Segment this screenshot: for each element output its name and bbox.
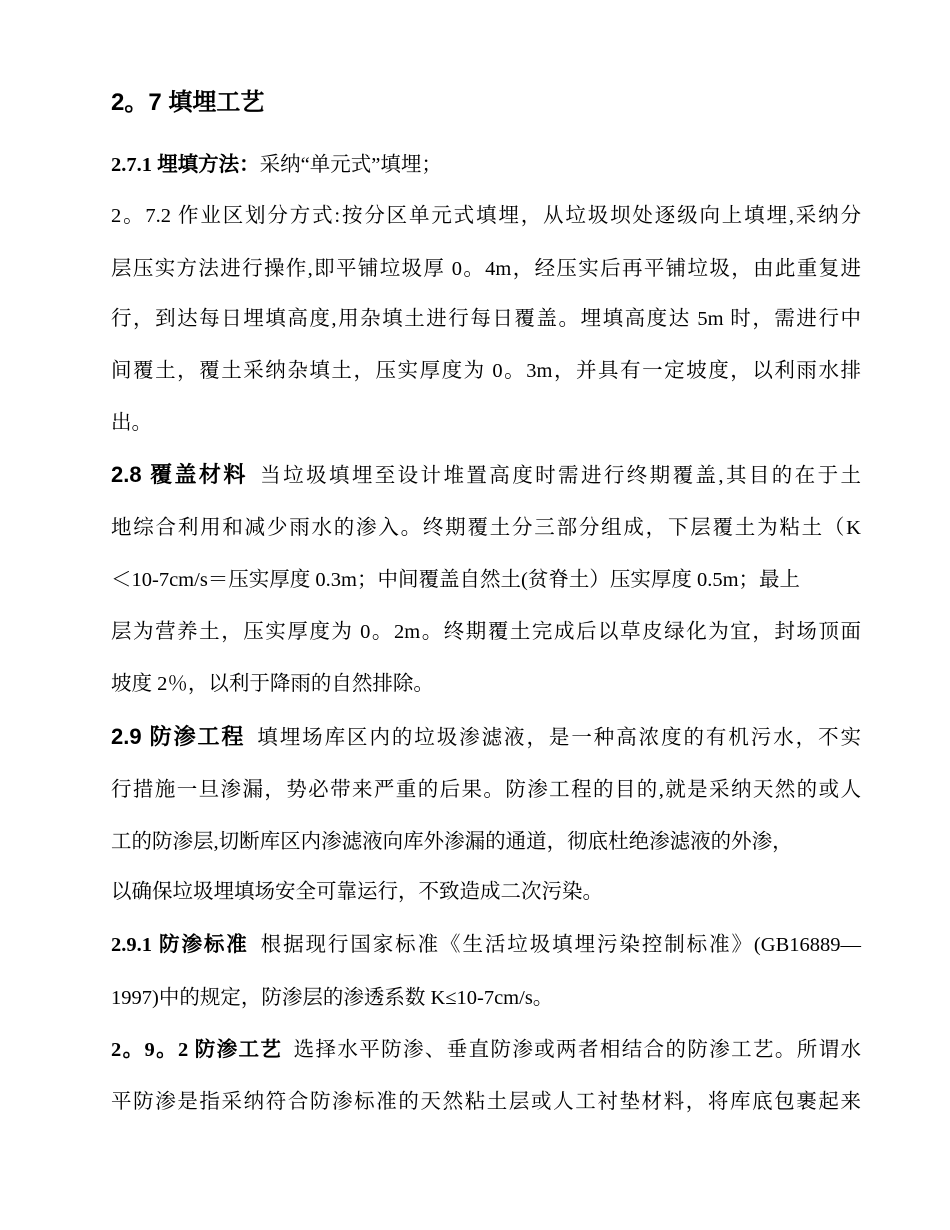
section-2-9-1-line: 根据现行国家标准《生活垃圾填埋污染控制标准》(GB16889— (258, 934, 861, 956)
section-2-9-2-line: 平防渗是指采纳符合防渗标准的天然粘土层或人工衬垫材料，将库底包裹起来 (111, 1091, 861, 1113)
section-2-8-line: 坡度 2％，以利于降雨的自然排除。 (111, 673, 434, 695)
section-2-7-1-text: 采纳“单元式”填埋； (259, 154, 442, 176)
section-2-9-1-label: 2.9.1 防渗标准 (111, 934, 249, 956)
section-2-9-1-first-line (111, 932, 861, 958)
section-2-9-1-line: 1997)中的规定，防渗层的渗透系数 K≤10-7cm/s。 (111, 987, 554, 1009)
section-2-7-title: 2。7 填埋工艺 (111, 89, 265, 116)
section-2-8-line: 层为营养土，压实厚度为 0。2m。终期覆土完成后以草皮绿化为宜，封场顶面 (111, 621, 861, 643)
section-2-7-1-paragraph (111, 152, 861, 178)
section-2-9-2-line: 选择水平防渗、垂直防渗或两者相结合的防渗工艺。所谓水 (292, 1039, 861, 1061)
section-2-9-line: 填埋场库区内的垃圾渗滤液，是一种高浓度的有机污水，不实 (255, 727, 861, 749)
section-2-8-title: 2.8 覆盖材料 (111, 462, 248, 487)
section-2-7-2-line: 出。 (111, 412, 152, 434)
section-2-9-line: 行措施一旦渗漏，势必带来严重的后果。防渗工程的目的,就是采纳天然的或人 (111, 779, 861, 801)
section-2-8-line: 当垃圾填埋至设计堆置高度时需进行终期覆盖,其目的在于土 (257, 465, 862, 487)
section-2-9-2-first-line (111, 1037, 861, 1063)
section-2-8-line: ＜10-7cm/s＝压实厚度 0.3m；中间覆盖自然土(贫脊土）压实厚度 0.5m；最上 (111, 569, 801, 591)
section-2-9-title: 2.9 防渗工程 (111, 724, 246, 749)
section-2-7-2-line: 层压实方法进行操作,即平铺垃圾厚 0。4m，经压实后再平铺垃圾，由此重复进 (111, 258, 861, 280)
section-2-7-heading (111, 90, 861, 116)
section-2-7-2-line: 行，到达每日埋填高度,用杂填土进行每日覆盖。埋填高度达 5m 时，需进行中 (111, 308, 861, 330)
section-2-9-first-line (111, 724, 861, 751)
section-2-7-1-label: 2.7.1 埋填方法： (111, 154, 260, 176)
section-2-8-line: 地综合利用和减少雨水的渗入。终期覆土分三部分组成，下层覆土为粘土（K (111, 517, 861, 539)
section-2-9-line: 工的防渗层,切断库区内渗滤液向库外渗漏的通道，彻底杜绝渗滤液的外渗， (111, 831, 793, 853)
section-2-7-2-line: 间覆土，覆土采纳杂填土，压实厚度为 0。3m，并具有一定坡度，以利雨水排 (111, 360, 861, 382)
section-2-7-2-line: 2。7.2 作业区划分方式:按分区单元式填埋，从垃圾坝处逐级向上填埋,采纳分 (111, 205, 861, 227)
section-2-9-2-label: 2。9。2 防渗工艺 (111, 1039, 283, 1061)
section-2-9-line: 以确保垃圾埋填场安全可靠运行，不致造成二次污染。 (111, 881, 603, 903)
section-2-8-first-line (111, 462, 861, 489)
